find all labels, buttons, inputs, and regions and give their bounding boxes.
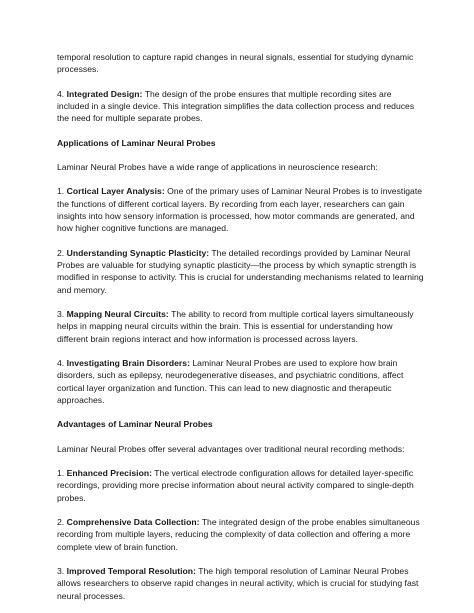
list-number: 1. <box>57 186 67 197</box>
list-item-text: Laminar Neural Probes are used to explore how brain disorders, such as epilepsy, neurodegenerative diseases, and psychiatric conditions, affect cortical layer organization and function. This can lead to new diagnostic and therapeutic approaches. <box>57 358 404 405</box>
list-item-text: The integrated design of the probe enables simultaneous recording from multiple layers, reducing the complexity of data collection and offering a more complete view of brain function. <box>57 517 420 552</box>
list-item-lead: Integrated Design: <box>66 88 143 99</box>
list-item-lead: Cortical Layer Analysis: <box>66 186 165 197</box>
list-number: 4. <box>57 358 67 368</box>
list-number: 2. <box>57 247 67 258</box>
list-item-text: The high temporal resolution of Laminar Neural Probes allows researchers to observe rapid changes in neural activity, which is crucial for studying fast neural processes. <box>57 566 419 601</box>
paragraph-text: Laminar Neural Probes have a wide range of applications in neuroscience research: <box>57 162 378 173</box>
list-item-lead: Comprehensive Data Collection: <box>66 517 200 528</box>
list-item-enhanced-precision <box>57 467 424 504</box>
list-number: 1. <box>57 468 67 479</box>
list-item-text: The ability to record from multiple cortical layers simultaneously helps in mapping neural circuits within the brain. This is essential for understanding how different brain regions interact and how information is processed across layers. <box>57 309 414 344</box>
list-number: 4. <box>57 88 67 99</box>
paragraph-text: Laminar Neural Probes offer several advantages over traditional neural recording methods: <box>57 443 405 454</box>
list-item-text: The design of the probe ensures that multiple recording sites are included in a single device. This integration simplifies the data collection process and reduces the need for multiple separate probes. <box>57 88 415 124</box>
section-heading-applications: Applications of Laminar Neural Probes <box>57 137 216 148</box>
list-item-lead: Enhanced Precision: <box>66 468 153 479</box>
list-item-mapping-circuits <box>57 308 424 345</box>
list-item-comprehensive-data <box>57 516 424 553</box>
list-item-brain-disorders <box>57 357 424 406</box>
list-item-text: One of the primary uses of Laminar Neural Probes is to investigate the functions of different cortical layers. By recording from each layer, researchers can gain insights into how sensory information is processed, how motor commands are generated, and how higher cognitive functions are managed. <box>57 186 423 234</box>
list-item-text: The vertical electrode configuration allows for detailed layer-specific recordings, providing more precise information about neural activity compared to single-depth probes. <box>57 468 414 503</box>
list-number: 3. <box>57 566 67 577</box>
list-number: 3. <box>57 309 67 320</box>
paragraph-advantages-intro <box>57 443 424 455</box>
list-item-lead: Understanding Synaptic Plasticity: <box>66 247 210 258</box>
paragraph-applications-intro <box>57 161 424 173</box>
list-item-lead: Mapping Neural Circuits: <box>66 309 169 320</box>
paragraph-continuation <box>57 51 424 76</box>
list-number: 2. <box>57 517 67 528</box>
list-item-lead: Improved Temporal Resolution: <box>66 566 196 577</box>
list-item-temporal-resolution <box>57 565 424 602</box>
paragraph-text: temporal resolution to capture rapid changes in neural signals, essential for studying dynamic processes. <box>57 52 414 75</box>
list-item-text: The detailed recordings provided by Laminar Neural Probes are valuable for studying synaptic plasticity—the process by which synaptic strength is modified in response to activity. This is crucial for understanding mechanisms related to learning and memory. <box>57 247 424 295</box>
list-item-synaptic-plasticity <box>57 247 424 296</box>
list-item-integrated-design <box>57 88 424 125</box>
list-item-lead: Investigating Brain Disorders: <box>66 358 190 368</box>
section-heading-advantages: Advantages of Laminar Neural Probes <box>57 419 213 430</box>
list-item-cortical-layer-analysis <box>57 185 424 234</box>
